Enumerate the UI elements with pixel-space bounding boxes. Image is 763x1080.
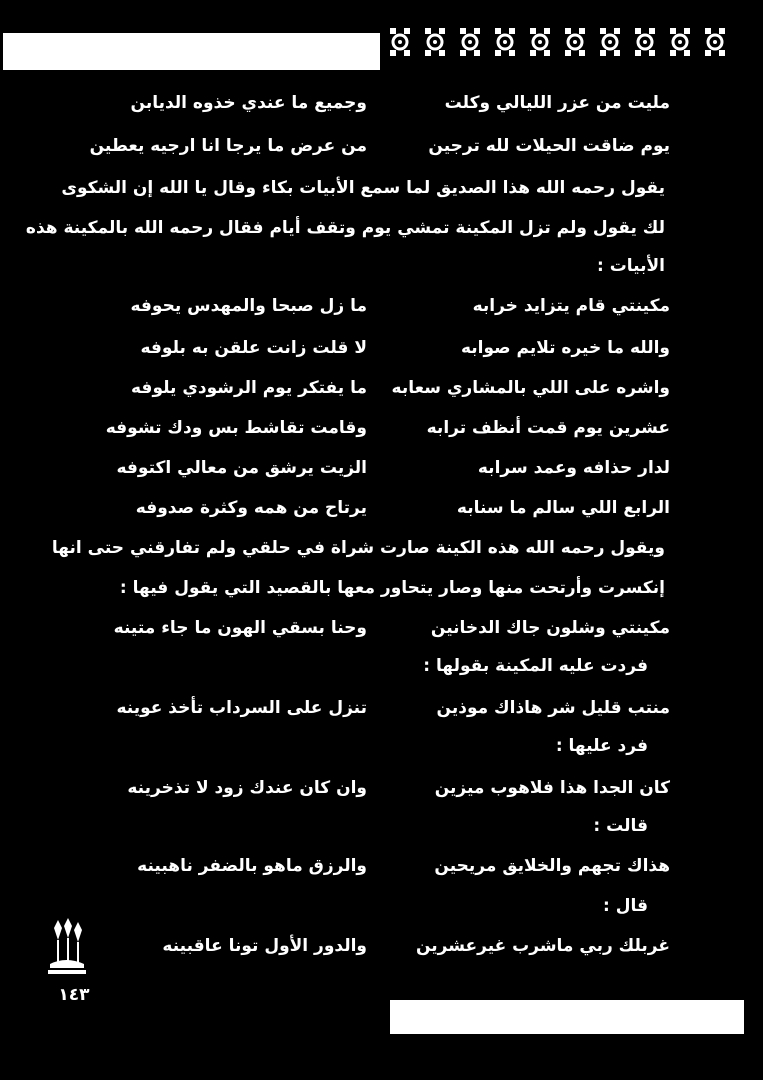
verse-right-hemistich: يوم ضاقت الحيلات لله ترجين [428, 136, 670, 156]
verse-left-hemistich: لا قلت زانت علقن به بلوفه [140, 338, 367, 358]
verse-left-hemistich: يرتاح من همه وكثرة صدوفه [135, 498, 367, 518]
verse-right-hemistich: لدار حذافه وعمد سرابه [477, 458, 670, 478]
prose-line: يقول رحمه الله هذا الصديق لما سمع الأبيات بكاء وقال يا الله إن الشكوى [61, 178, 665, 198]
ornament-motif [670, 28, 690, 56]
ornament-motif [600, 28, 620, 56]
ornament-motif [530, 28, 550, 56]
verse-left-hemistich: ما زل صبحا والمهدس يحوفه [130, 296, 367, 316]
verse-left-hemistich: من عرض ما يرجا انا ارجيه يعطين [89, 136, 367, 156]
footer-bar [390, 1000, 744, 1034]
ornament-motif [565, 28, 585, 56]
prose-line: إنكسرت وأرتحت منها وصار يتحاور معها بالقصيد التي يقول فيها : [119, 578, 665, 598]
ornament-motif [705, 28, 725, 56]
dialogue-label: قال : [603, 896, 648, 916]
verse-right-hemistich: والله ما خيره تلايم صوابه [460, 338, 670, 358]
dialogue-label: فردت عليه المكينة بقولها : [423, 656, 648, 676]
verse-left-hemistich: والدور الأول تونا عاقبينه [162, 936, 367, 956]
ornament-motif [495, 28, 515, 56]
prose-line: ويقول رحمه الله هذه الكينة صارت شراة في حلقي ولم تفارقني حتى انها [51, 538, 665, 558]
ornament-motif [460, 28, 480, 56]
verse-right-hemistich: مكينتي قام يتزايد خرابه [472, 296, 670, 316]
header-bar [3, 33, 380, 70]
prose-line: الأبيات : [597, 256, 665, 276]
verse-left-hemistich: ما يفتكر يوم الرشودي يلوفه [131, 378, 367, 398]
dialogue-label: قالت : [593, 816, 648, 836]
verse-right-hemistich: مليت من عزر الليالي وكلت [444, 93, 670, 113]
verse-left-hemistich: والرزق ماهو بالضفر ناهبينه [137, 856, 367, 876]
ornament-motif [635, 28, 655, 56]
verse-right-hemistich: الرابع اللي سالم ما سنابه [456, 498, 670, 518]
verse-left-hemistich: تنزل على السرداب تأخذ عوينه [116, 698, 367, 718]
verse-right-hemistich: مكينتي وشلون جاك الدخانين [430, 618, 670, 638]
verse-left-hemistich: وان كان عندك زود لا تذخرينه [127, 778, 367, 798]
arabesque-ornament-icon [382, 20, 738, 64]
verse-right-hemistich: منتب قليل شر هاذاك موذين [436, 698, 670, 718]
dialogue-label: فرد عليها : [555, 736, 648, 756]
prose-line: لك يقول ولم تزل المكينة تمشي يوم وتقف أيام فقال رحمه الله بالمكينة هذه [25, 218, 665, 238]
page-number: ١٤٣ [58, 985, 90, 1005]
verse-right-hemistich: عشرين يوم قمت أنظف ترابه [426, 418, 670, 438]
verse-left-hemistich: الزيت يرشق من معالي اكتوفه [116, 458, 367, 478]
verse-left-hemistich: وجميع ما عندي خذوه الديابن [130, 93, 367, 113]
verse-right-hemistich: واشره على اللي بالمشاري سعابه [391, 378, 670, 398]
verse-left-hemistich: وحنا بسقي الهون ما جاء متينه [113, 618, 367, 638]
verse-left-hemistich: وقامت تقاشط بس ودك تشوفه [105, 418, 367, 438]
verse-right-hemistich: كان الجدا هذا فلاهوب ميزين [434, 778, 670, 798]
tulip-logo-icon [46, 918, 86, 978]
verse-right-hemistich: غربلك ربي ماشرب غيرعشرين [415, 936, 670, 956]
ornament-motif [425, 28, 445, 56]
verse-right-hemistich: هذاك تجهم والخلايق مريحين [434, 856, 670, 876]
ornament-motif [390, 28, 410, 56]
